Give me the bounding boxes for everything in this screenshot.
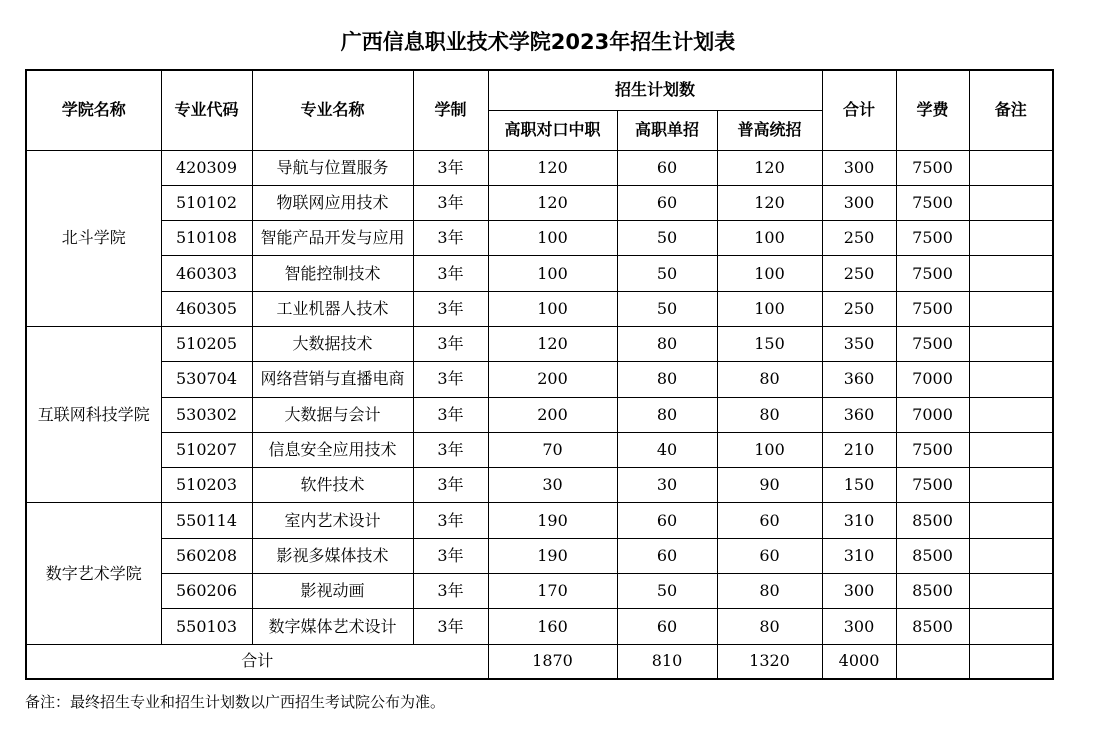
cell-tuition: 7500 (896, 150, 969, 185)
cell-duration: 3年 (413, 432, 488, 467)
cell-vocational: 190 (488, 503, 617, 538)
table-row (26, 538, 1053, 573)
cell-duration: 3年 (413, 291, 488, 326)
cell-remarks (969, 574, 1053, 609)
cell-total: 150 (822, 468, 896, 503)
cell-tuition: 7500 (896, 291, 969, 326)
cell-single: 80 (617, 397, 717, 432)
footnote: 备注：最终招生专业和招生计划数以广西招生考试院公布为准。 (25, 693, 446, 711)
cell-general: 120 (717, 150, 822, 185)
cell-tuition: 7500 (896, 185, 969, 220)
cell-major: 导航与位置服务 (252, 150, 413, 185)
cell-general: 60 (717, 538, 822, 573)
cell-duration: 3年 (413, 609, 488, 644)
cell-general: 60 (717, 503, 822, 538)
cell-total: 360 (822, 397, 896, 432)
cell-remarks (969, 397, 1053, 432)
cell-tuition: 7000 (896, 362, 969, 397)
cell-major: 信息安全应用技术 (252, 432, 413, 467)
cell-general: 80 (717, 362, 822, 397)
cell-major: 工业机器人技术 (252, 291, 413, 326)
cell-vocational: 30 (488, 468, 617, 503)
table-row (26, 150, 1053, 185)
cell-code: 560206 (161, 574, 252, 609)
table-row (26, 326, 1053, 361)
header-code: 专业代码 (161, 70, 252, 150)
cell-single: 60 (617, 150, 717, 185)
cell-tuition: 7500 (896, 256, 969, 291)
totals-general: 1320 (717, 644, 822, 679)
cell-remarks (969, 185, 1053, 220)
cell-general: 80 (717, 609, 822, 644)
cell-code: 510203 (161, 468, 252, 503)
table-row (26, 362, 1053, 397)
cell-vocational: 160 (488, 609, 617, 644)
table-row (26, 468, 1053, 503)
cell-code: 510102 (161, 185, 252, 220)
cell-single: 60 (617, 503, 717, 538)
table-row (26, 185, 1053, 220)
header-remarks: 备注 (969, 70, 1053, 150)
cell-vocational: 120 (488, 150, 617, 185)
table-row (26, 574, 1053, 609)
cell-general: 100 (717, 256, 822, 291)
table-row (26, 503, 1053, 538)
college-name-cell: 数字艺术学院 (26, 503, 161, 644)
cell-single: 60 (617, 609, 717, 644)
totals-vocational: 1870 (488, 644, 617, 679)
cell-tuition: 7500 (896, 326, 969, 361)
cell-code: 550114 (161, 503, 252, 538)
cell-single: 60 (617, 185, 717, 220)
cell-total: 300 (822, 150, 896, 185)
cell-code: 460303 (161, 256, 252, 291)
cell-vocational: 100 (488, 291, 617, 326)
cell-vocational: 200 (488, 362, 617, 397)
cell-code: 460305 (161, 291, 252, 326)
cell-general: 80 (717, 397, 822, 432)
cell-code: 530302 (161, 397, 252, 432)
cell-major: 软件技术 (252, 468, 413, 503)
cell-remarks (969, 150, 1053, 185)
page-title: 广西信息职业技术学院2023年招生计划表 (340, 30, 736, 54)
cell-code: 420309 (161, 150, 252, 185)
header-total: 合计 (822, 70, 896, 150)
cell-vocational: 120 (488, 326, 617, 361)
table-header (26, 70, 1053, 150)
cell-vocational: 190 (488, 538, 617, 573)
cell-duration: 3年 (413, 150, 488, 185)
cell-major: 室内艺术设计 (252, 503, 413, 538)
cell-major: 大数据技术 (252, 326, 413, 361)
cell-remarks (969, 291, 1053, 326)
totals-label: 合计 (26, 644, 488, 679)
cell-duration: 3年 (413, 256, 488, 291)
college-name-cell: 北斗学院 (26, 150, 161, 326)
table-row (26, 291, 1053, 326)
cell-general: 100 (717, 432, 822, 467)
cell-remarks (969, 432, 1053, 467)
header-college: 学院名称 (26, 70, 161, 150)
table-row (26, 397, 1053, 432)
cell-remarks (969, 256, 1053, 291)
cell-duration: 3年 (413, 468, 488, 503)
cell-vocational: 170 (488, 574, 617, 609)
cell-general: 150 (717, 326, 822, 361)
cell-single: 60 (617, 538, 717, 573)
header-vocational: 高职对口中职 (488, 110, 617, 150)
cell-code: 510108 (161, 221, 252, 256)
cell-single: 50 (617, 256, 717, 291)
table-row (26, 432, 1053, 467)
totals-total: 4000 (822, 644, 896, 679)
cell-general: 120 (717, 185, 822, 220)
cell-major: 智能产品开发与应用 (252, 221, 413, 256)
cell-single: 30 (617, 468, 717, 503)
cell-single: 80 (617, 362, 717, 397)
cell-single: 50 (617, 291, 717, 326)
cell-tuition: 8500 (896, 574, 969, 609)
cell-code: 530704 (161, 362, 252, 397)
cell-code: 510207 (161, 432, 252, 467)
header-plan-group: 招生计划数 (488, 70, 822, 110)
cell-remarks (969, 609, 1053, 644)
cell-duration: 3年 (413, 185, 488, 220)
cell-total: 210 (822, 432, 896, 467)
cell-duration: 3年 (413, 397, 488, 432)
cell-major: 数字媒体艺术设计 (252, 609, 413, 644)
cell-code: 560208 (161, 538, 252, 573)
cell-duration: 3年 (413, 503, 488, 538)
cell-tuition: 7500 (896, 432, 969, 467)
cell-vocational: 100 (488, 221, 617, 256)
cell-total: 310 (822, 503, 896, 538)
cell-tuition: 7000 (896, 397, 969, 432)
cell-single: 80 (617, 326, 717, 361)
cell-general: 90 (717, 468, 822, 503)
cell-total: 300 (822, 574, 896, 609)
cell-total: 360 (822, 362, 896, 397)
header-tuition: 学费 (896, 70, 969, 150)
table-body (26, 150, 1053, 644)
cell-vocational: 100 (488, 256, 617, 291)
cell-vocational: 70 (488, 432, 617, 467)
cell-remarks (969, 468, 1053, 503)
cell-general: 100 (717, 291, 822, 326)
cell-code: 550103 (161, 609, 252, 644)
table-row (26, 609, 1053, 644)
cell-code: 510205 (161, 326, 252, 361)
cell-general: 80 (717, 574, 822, 609)
totals-remarks (969, 644, 1053, 679)
header-duration: 学制 (413, 70, 488, 150)
cell-duration: 3年 (413, 326, 488, 361)
cell-total: 300 (822, 185, 896, 220)
cell-total: 310 (822, 538, 896, 573)
cell-duration: 3年 (413, 221, 488, 256)
cell-remarks (969, 538, 1053, 573)
cell-remarks (969, 362, 1053, 397)
cell-duration: 3年 (413, 538, 488, 573)
cell-vocational: 120 (488, 185, 617, 220)
table-row (26, 221, 1053, 256)
cell-major: 物联网应用技术 (252, 185, 413, 220)
totals-tuition (896, 644, 969, 679)
table-row (26, 256, 1053, 291)
table-footer (26, 644, 1053, 679)
cell-general: 100 (717, 221, 822, 256)
cell-total: 250 (822, 256, 896, 291)
cell-major: 大数据与会计 (252, 397, 413, 432)
cell-duration: 3年 (413, 362, 488, 397)
cell-tuition: 7500 (896, 221, 969, 256)
header-general: 普高统招 (717, 110, 822, 150)
cell-tuition: 8500 (896, 538, 969, 573)
cell-major: 智能控制技术 (252, 256, 413, 291)
cell-vocational: 200 (488, 397, 617, 432)
totals-single: 810 (617, 644, 717, 679)
cell-remarks (969, 221, 1053, 256)
cell-major: 网络营销与直播电商 (252, 362, 413, 397)
cell-remarks (969, 326, 1053, 361)
cell-remarks (969, 503, 1053, 538)
cell-major: 影视多媒体技术 (252, 538, 413, 573)
cell-total: 300 (822, 609, 896, 644)
cell-single: 50 (617, 221, 717, 256)
cell-duration: 3年 (413, 574, 488, 609)
cell-major: 影视动画 (252, 574, 413, 609)
cell-total: 250 (822, 221, 896, 256)
cell-total: 250 (822, 291, 896, 326)
header-single: 高职单招 (617, 110, 717, 150)
enrollment-plan-table (25, 69, 1054, 680)
totals-row (26, 644, 1053, 679)
cell-tuition: 8500 (896, 503, 969, 538)
cell-single: 50 (617, 574, 717, 609)
header-major: 专业名称 (252, 70, 413, 150)
cell-tuition: 8500 (896, 609, 969, 644)
cell-tuition: 7500 (896, 468, 969, 503)
cell-total: 350 (822, 326, 896, 361)
college-name-cell: 互联网科技学院 (26, 326, 161, 502)
cell-single: 40 (617, 432, 717, 467)
